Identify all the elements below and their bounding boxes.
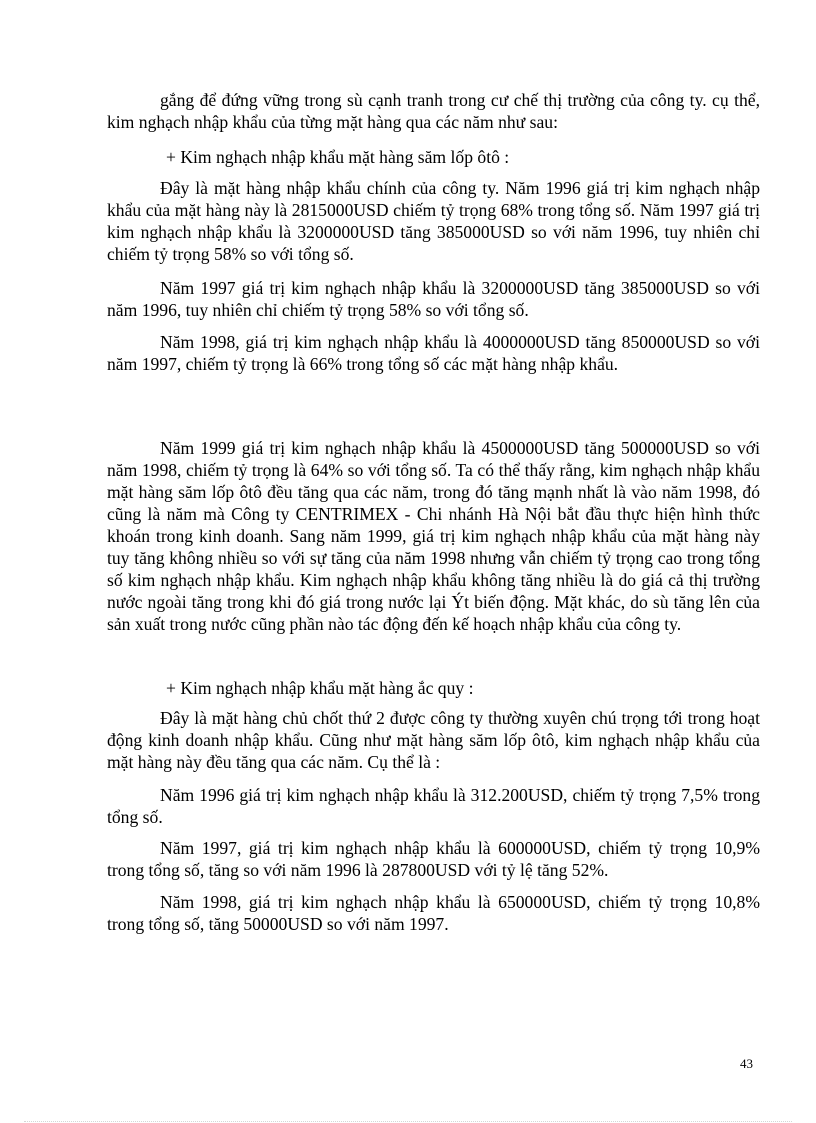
paragraph-battery-1998: Năm 1998, giá trị kim nghạch nhập khẩu là 650000USD, chiếm tỷ trọng 10,8% trong tổng số, tăng 50000USD so với năm 1997.: [107, 892, 760, 934]
paragraph-tires-1998: Năm 1998, giá trị kim nghạch nhập khẩu là 4000000USD tăng 850000USD so với năm 1997, chiếm tỷ trọng là 66% trong tổng số các mặt hàng nhập khẩu.: [107, 332, 760, 374]
paragraph-tires-main: Đây là mặt hàng nhập khẩu chính của công ty. Năm 1996 giá trị kim nghạch nhập khẩu của mặt hàng này là 2815000USD chiếm tỷ trọng 68% trong tổng số. Năm 1997 giá trị kim nghạch nhập khẩu là 3200000USD tăng 385000USD so với năm 1996, tuy nhiên chỉ chiếm tỷ trọng 58% so với tổng số.: [107, 178, 760, 264]
paragraph-battery-1997: Năm 1997, giá trị kim nghạch nhập khẩu là 600000USD, chiếm tỷ trọng 10,9% trong tổng số, tăng so với năm 1996 là 287800USD với tỷ lệ tăng 52%.: [107, 838, 760, 880]
paragraph-battery-main: Đây là mặt hàng chủ chốt thứ 2 được công ty thường xuyên chú trọng tới trong hoạt động kinh doanh nhập khẩu. Cũng như mặt hàng săm lốp ôtô, kim nghạch nhập khẩu của mặt hàng này đều tăng qua các năm. Cụ thể là :: [107, 708, 760, 772]
paragraph-battery-1996: Năm 1996 giá trị kim nghạch nhập khẩu là 312.200USD, chiếm tỷ trọng 7,5% trong tổng số.: [107, 785, 760, 827]
paragraph-tires-1999: Năm 1999 giá trị kim nghạch nhập khẩu là 4500000USD tăng 500000USD so với năm 1998, chiếm tỷ trọng là 64% so với tổng số. Ta có thể thấy rằng, kim nghạch nhập khẩu mặt hàng săm lốp ôtô đều tăng qua các năm, trong đó tăng mạnh nhất là vào năm 1998, đó cũng là năm mà Công ty CENTRIMEX - Chi nhánh Hà Nội bắt đầu thực hiện hình thức khoán trong kinh doanh. Sang năm 1999, giá trị kim nghạch nhập khẩu của mặt hàng này tuy tăng không nhiều so với sự tăng của năm 1998 nhưng vẫn chiếm tỷ trọng cao trong tổng số kim nghạch nhập khẩu. Kim nghạch nhập khẩu không tăng nhiều là do giá cả thị trường nước ngoài tăng trong khi đó giá trong nước lại Ýt biến động. Mặt khác, do sù tăng lên của sản xuất trong nước cũng phần nào tác động đến kế hoạch nhập khẩu của công ty.: [107, 438, 760, 634]
paragraph-tires-1997: Năm 1997 giá trị kim nghạch nhập khẩu là 3200000USD tăng 385000USD so với năm 1996, tuy nhiên chỉ chiếm tỷ trọng 58% so với tổng số.: [107, 278, 760, 320]
heading-tires-import: + Kim nghạch nhập khẩu mặt hàng săm lốp ôtô :: [166, 147, 510, 167]
page-bottom-rule: [24, 1121, 792, 1122]
page-number: 43: [740, 1056, 753, 1071]
paragraph-intro: gắng để đứng vững trong sù cạnh tranh trong cư chế thị trường của công ty. cụ thể, kim nghạch nhập khẩu của từng mặt hàng qua các năm như sau:: [107, 90, 760, 132]
heading-battery-import: + Kim nghạch nhập khẩu mặt hàng ắc quy :: [166, 678, 474, 698]
